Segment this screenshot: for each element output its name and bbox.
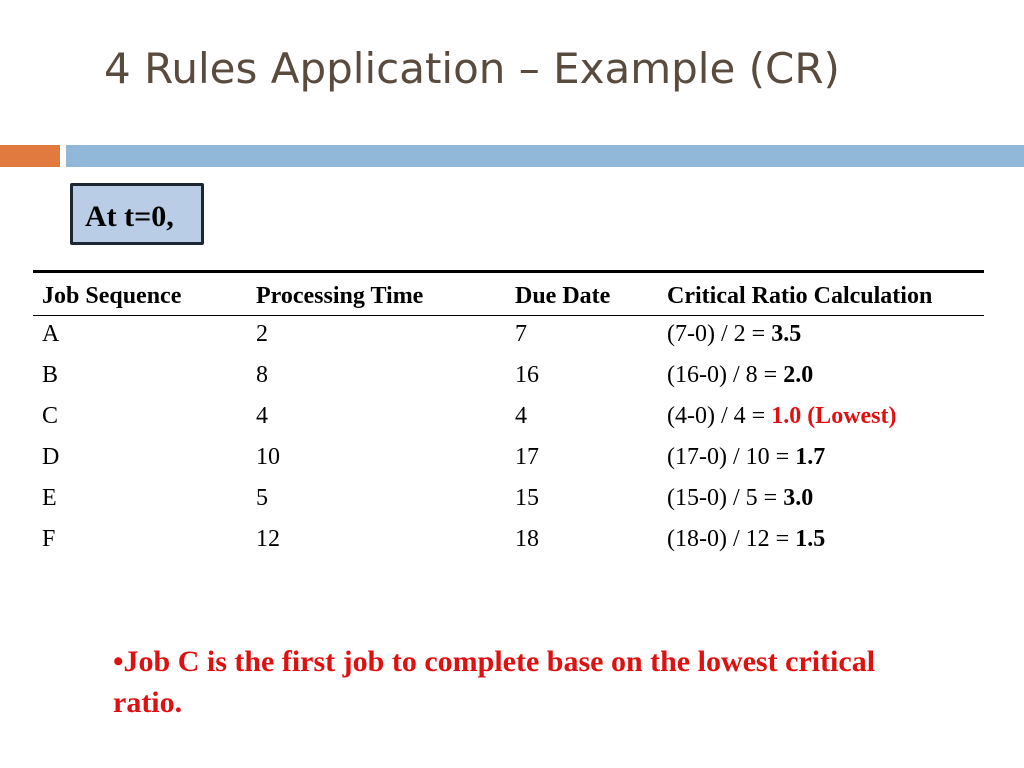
cell-due: 15 [515,485,539,511]
cell-due: 4 [515,403,527,429]
cell-time: 10 [256,444,280,470]
cell-ratio [658,316,984,358]
ratio-result: 1.7 [795,444,826,470]
header-job-sequence: Job Sequence [42,283,182,309]
header-critical-ratio: Critical Ratio Calculation [667,283,933,309]
conclusion-note: •Job C is the first job to complete base on the lowest critical ratio. [113,645,876,719]
cell-ratio [658,398,984,439]
table-row [33,439,984,480]
table-row [33,480,984,521]
critical-ratio-table [33,270,984,562]
cell-job: B [42,362,59,388]
cell-due: 7 [515,321,527,347]
table-row [33,316,984,358]
header-processing-time: Processing Time [256,283,424,309]
accent-bar-orange [0,145,60,167]
cell-job: A [42,321,60,347]
ratio-result: 3.0 [783,485,814,511]
ratio-result: 2.0 [783,362,814,388]
cell-ratio [658,357,984,398]
slide-title: 4 Rules Application – Example (CR) [104,44,840,93]
ratio-formula: (17-0) / 10 = [667,444,796,470]
cell-time: 2 [256,321,268,347]
cell-time: 5 [256,485,268,511]
cell-job: E [42,485,57,511]
header-due-date: Due Date [515,283,611,309]
ratio-result: 3.5 [771,321,802,347]
cell-ratio [658,521,984,562]
accent-bar-blue [66,145,1024,167]
cell-time: 12 [256,526,280,552]
time-label-box: At t=0, [70,183,204,245]
ratio-formula: (15-0) / 5 = [667,485,784,511]
ratio-formula: (18-0) / 12 = [667,526,796,552]
table-row [33,398,984,439]
cell-time: 8 [256,362,268,388]
ratio-result-lowest: 1.0 (Lowest) [771,403,897,429]
ratio-formula: (16-0) / 8 = [667,362,784,388]
ratio-formula: (4-0) / 4 = [667,403,772,429]
ratio-result: 1.5 [795,526,826,552]
ratio-formula: (7-0) / 2 = [667,321,772,347]
cell-time: 4 [256,403,268,429]
table-row [33,357,984,398]
cell-job: C [42,403,59,429]
cell-ratio [658,480,984,521]
cell-due: 18 [515,526,539,552]
cell-ratio [658,439,984,480]
cell-due: 16 [515,362,539,388]
cell-job: D [42,444,60,470]
table-row [33,521,984,562]
cell-job: F [42,526,56,552]
cell-due: 17 [515,444,539,470]
table-header-row [33,272,984,316]
